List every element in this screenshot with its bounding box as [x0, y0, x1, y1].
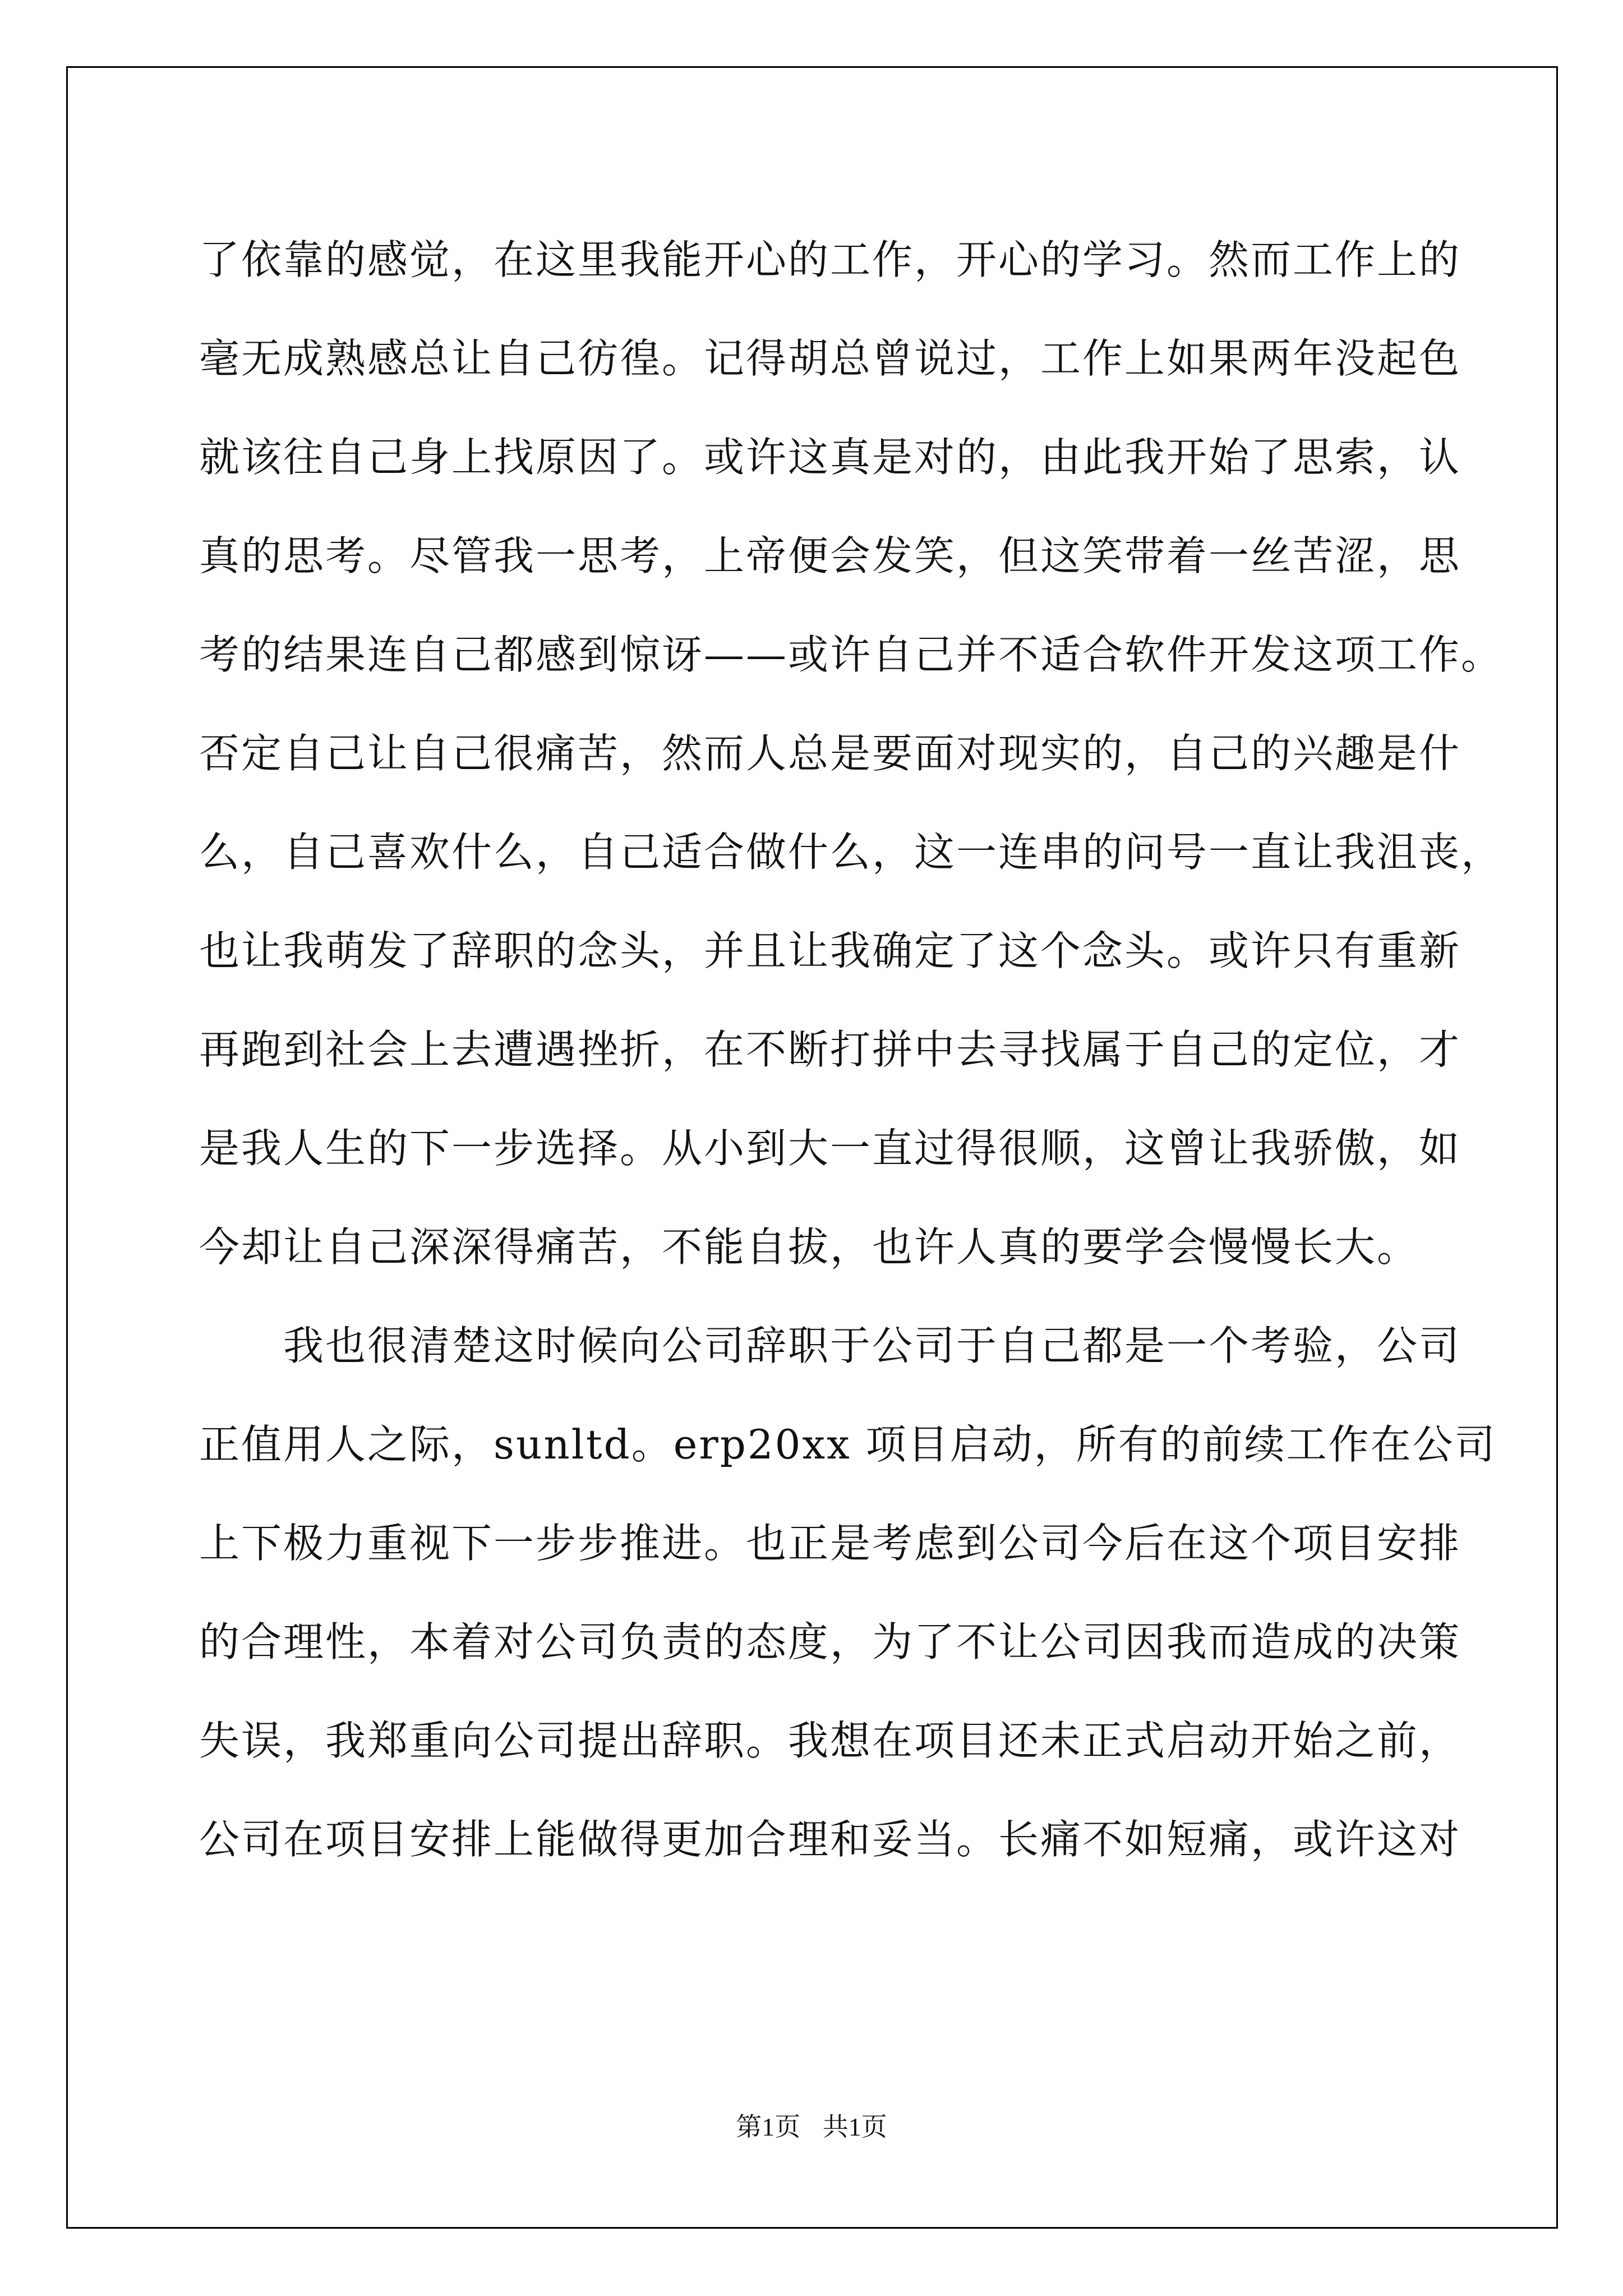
text-line: 否定自己让自己很痛苦，然而人总是要面对现实的，自己的兴趣是什 — [199, 730, 1461, 777]
page-footer — [0, 2106, 1623, 2143]
text-line: 再跑到社会上去遭遇挫折，在不断打拼中去寻找属于自己的定位，才 — [199, 1026, 1461, 1073]
page-total: 共1页 — [822, 2113, 887, 2141]
paragraph-start-line: 我也很清楚这时候向公司辞职于公司于自己都是一个考验，公司 — [283, 1322, 1461, 1369]
document-body — [199, 210, 1504, 1889]
text-line: 失误，我郑重向公司提出辞职。我想在项目还未正式启动开始之前， — [199, 1717, 1461, 1764]
text-line: 了依靠的感觉，在这里我能开心的工作，开心的学习。然而工作上的 — [199, 236, 1461, 283]
text-line: 的合理性，本着对公司负责的态度，为了不让公司因我而造成的决策 — [199, 1618, 1461, 1665]
text-line: 毫无成熟感总让自己彷徨。记得胡总曾说过，工作上如果两年没起色 — [199, 335, 1461, 382]
page-number: 第1页 — [736, 2113, 801, 2141]
text-line: 么，自己喜欢什么，自己适合做什么，这一连串的问号一直让我沮丧， — [199, 829, 1504, 876]
text-line: 公司在项目安排上能做得更加合理和妥当。长痛不如短痛，或许这对 — [199, 1816, 1461, 1863]
text-line: 是我人生的下一步选择。从小到大一直过得很顺，这曾让我骄傲，如 — [199, 1125, 1461, 1172]
text-line: 也让我萌发了辞职的念头，并且让我确定了这个念头。或许只有重新 — [199, 927, 1461, 974]
text-line: 真的思考。尽管我一思考，上帝便会发笑，但这笑带着一丝苦涩，思 — [199, 532, 1461, 579]
text-line: 就该往自己身上找原因了。或许这真是对的，由此我开始了思索，认 — [199, 434, 1461, 481]
text-line: 考的结果连自己都感到惊讶——或许自己并不适合软件开发这项工作。 — [199, 631, 1504, 678]
text-line: 正值用人之际，sunltd。erp20xx 项目启动，所有的前续工作在公司 — [199, 1421, 1497, 1468]
text-line: 今却让自己深深得痛苦，不能自拔，也许人真的要学会慢慢长大。 — [199, 1223, 1419, 1271]
text-line: 上下极力重视下一步步推进。也正是考虑到公司今后在这个项目安排 — [199, 1520, 1461, 1567]
